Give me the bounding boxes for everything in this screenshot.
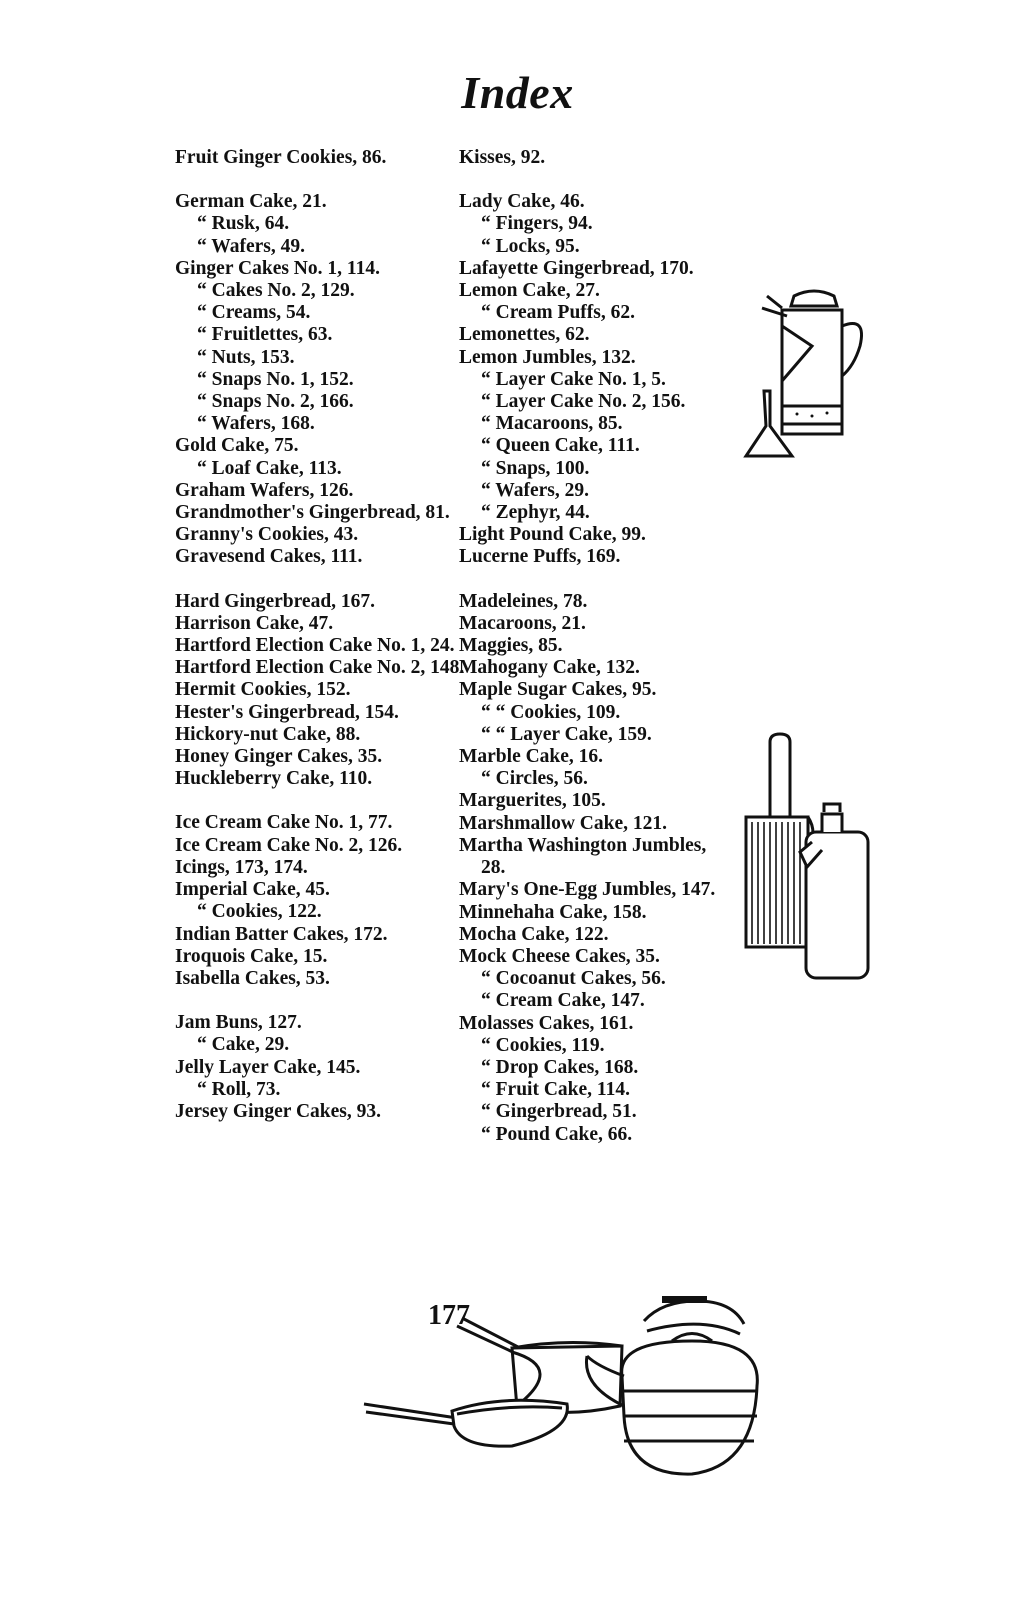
index-entry: “ Gingerbread, 51. [481,1101,637,1123]
index-entry: Lady Cake, 46. [459,191,585,213]
index-entry: Marguerites, 105. [459,790,606,812]
index-entry: Macaroons, 21. [459,612,586,634]
index-entry: “ Cocoanut Cakes, 56. [481,968,666,990]
index-entry: “ Creams, 54. [197,302,311,324]
index-entry: “ Fruit Cake, 114. [481,1079,630,1101]
index-entry: Isabella Cakes, 53. [175,967,330,989]
index-entry: Ice Cream Cake No. 2, 126. [175,834,403,856]
index-entry: “ Layer Cake No. 1, 5. [481,368,666,390]
index-entry: Marshmallow Cake, 121. [459,812,667,834]
index-entry: Mahogany Cake, 132. [459,657,640,679]
index-entry: “ Cookies, 122. [197,901,322,923]
index-entry: “ Snaps, 100. [481,457,590,479]
index-entry: Grandmother's Gingerbread, 81. [175,502,450,524]
index-entry: Imperial Cake, 45. [175,879,330,901]
index-entry: “ Cream Puffs, 62. [481,302,635,324]
index-entry: Graham Wafers, 126. [175,479,354,501]
section-gap [459,569,734,591]
index-entry: “ Wafers, 49. [197,235,305,257]
section-gap [459,169,734,191]
index-entry: Ice Cream Cake No. 1, 77. [175,812,393,834]
index-entry: Jersey Ginger Cakes, 93. [175,1100,381,1122]
index-entry: Martha Washington Jumbles, 28. [459,834,707,879]
section-gap [175,169,465,191]
index-entry: Hermit Cookies, 152. [175,679,351,701]
index-entry: Lafayette Gingerbread, 170. [459,257,694,279]
index-entry: “ Nuts, 153. [197,346,295,368]
index-entry: Light Pound Cake, 99. [459,524,646,546]
section-gap [175,790,465,812]
index-entry: “ Cookies, 119. [481,1034,605,1056]
index-entry: “ Snaps No. 2, 166. [197,391,354,413]
index-entry: “ Fingers, 94. [481,213,593,235]
index-entry: Lucerne Puffs, 169. [459,546,621,568]
grater-and-bottle-icon [742,732,877,982]
index-entry: Lemonettes, 62. [459,324,590,346]
index-entry: Mocha Cake, 122. [459,923,609,945]
index-entry: “ Layer Cake No. 2, 156. [481,391,686,413]
index-entry: “ Locks, 95. [481,235,580,257]
index-entry: “ Loaf Cake, 113. [197,457,342,479]
index-entry: Mock Cheese Cakes, 35. [459,945,660,967]
index-entry: Minnehaha Cake, 158. [459,901,647,923]
index-entry: “ Pound Cake, 66. [481,1123,633,1145]
index-entry: “ Cakes No. 2, 129. [197,280,355,302]
section-gap [175,990,465,1012]
index-entry: Honey Ginger Cakes, 35. [175,746,383,768]
index-column-right [459,147,734,1146]
index-entry: “ Drop Cakes, 168. [481,1056,639,1078]
index-entry: “ Cake, 29. [197,1034,290,1056]
index-entry: “ Wafers, 29. [481,479,589,501]
index-entry: Iroquois Cake, 15. [175,945,328,967]
index-entry: Jelly Layer Cake, 145. [175,1056,361,1078]
index-entry: Maggies, 85. [459,635,563,657]
index-column-left [175,147,465,1123]
index-entry: Lemon Cake, 27. [459,280,600,302]
index-entry: Fruit Ginger Cookies, 86. [175,147,387,168]
index-entry: Marble Cake, 16. [459,746,604,768]
index-entry: “ Fruitlettes, 63. [197,324,333,346]
index-entry: “ “ Layer Cake, 159. [481,723,652,745]
index-entry: Harrison Cake, 47. [175,612,334,634]
index-entry: “ Roll, 73. [197,1078,281,1100]
index-entry: “ Wafers, 168. [197,413,315,435]
index-entry: Gold Cake, 75. [175,435,299,457]
index-entry: Jam Buns, 127. [175,1012,302,1034]
page-title: Index [461,67,574,118]
index-entry: “ Circles, 56. [481,768,588,790]
index-entry: Hartford Election Cake No. 2, 148. [175,657,465,679]
index-entry: Kisses, 92. [459,147,546,168]
index-entry: Gravesend Cakes, 111. [175,546,363,568]
index-entry: “ Rusk, 64. [197,213,290,235]
index-entry: Huckleberry Cake, 110. [175,768,373,790]
index-entry: Madeleines, 78. [459,590,588,612]
index-entry: “ Snaps No. 1, 152. [197,368,354,390]
index-entry: Hester's Gingerbread, 154. [175,701,399,723]
pans-and-kettle-icon [362,1296,762,1486]
index-entry: Mary's One-Egg Jumbles, 147. [459,879,716,901]
index-entry: Icings, 173, 174. [175,856,308,878]
index-entry: “ Macaroons, 85. [481,413,623,435]
page-number: 177 [428,1300,470,1331]
section-gap [175,569,465,591]
index-entry: “ Cream Cake, 147. [481,990,645,1012]
index-entry: German Cake, 21. [175,191,327,213]
index-entry: “ Queen Cake, 111. [481,435,640,457]
index-entry: Lemon Jumbles, 132. [459,346,636,368]
index-entry: Ginger Cakes No. 1, 114. [175,257,380,279]
index-entry: Maple Sugar Cakes, 95. [459,679,657,701]
index-entry: Indian Batter Cakes, 172. [175,923,388,945]
index-entry: “ “ Cookies, 109. [481,701,621,723]
index-entry: Granny's Cookies, 43. [175,524,359,546]
index-entry: Hard Gingerbread, 167. [175,590,376,612]
index-entry: Hartford Election Cake No. 1, 24. [175,635,455,657]
index-entry: Molasses Cakes, 161. [459,1012,634,1034]
index-entry: “ Zephyr, 44. [481,502,590,524]
index-entry: Hickory-nut Cake, 88. [175,723,361,745]
coffee-pot-and-funnel-icon [742,286,872,466]
